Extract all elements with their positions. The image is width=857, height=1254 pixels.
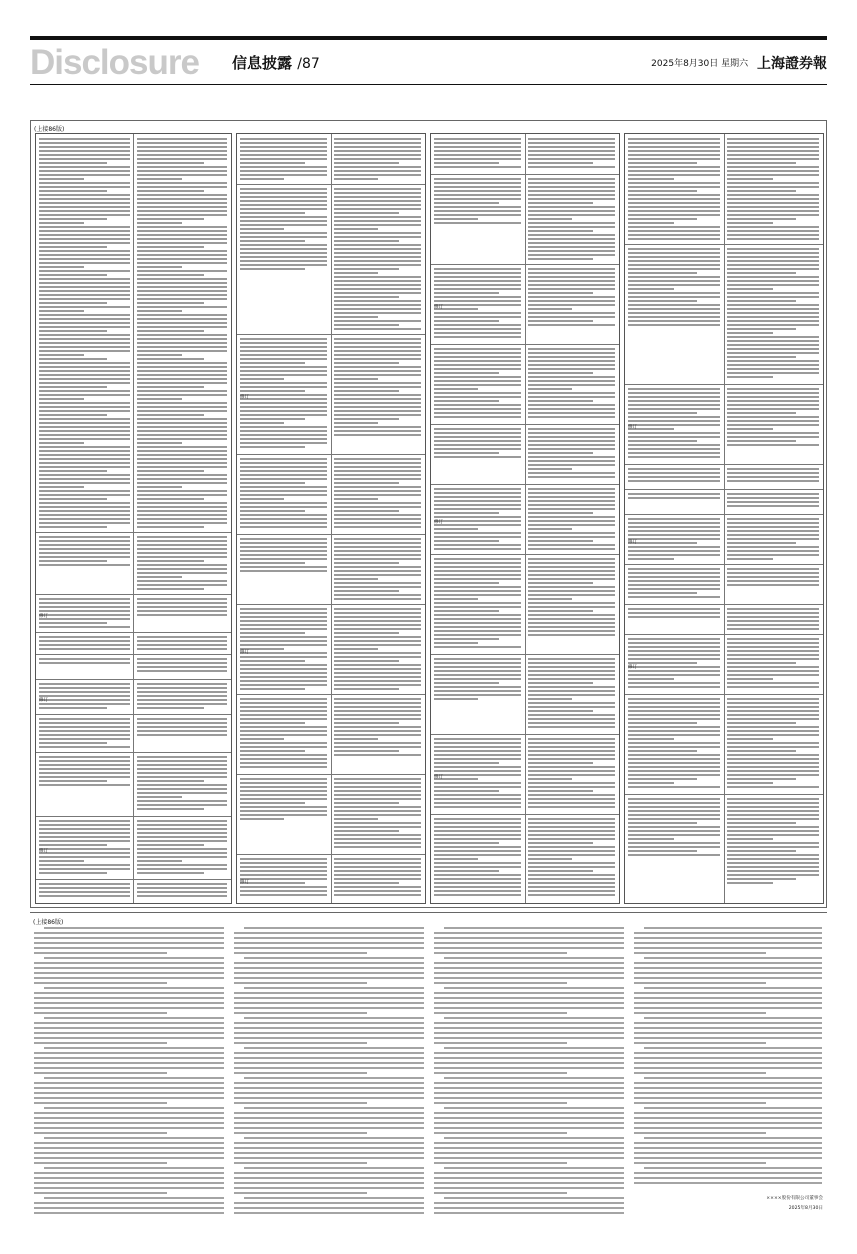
cell-label: 修订 [39,697,49,703]
revised-clause-text [137,756,228,814]
table-row-divider [431,734,619,735]
table-row-divider [237,334,425,335]
cell-label: 修订 [628,425,638,430]
original-clause-text [240,458,327,532]
revised-clause-text [334,338,421,452]
revision-table-1 [35,133,232,904]
table-column-divider [724,134,725,903]
original-clause-text [434,428,521,482]
cell-label: 修订 [39,848,49,854]
cell-label: 修订 [240,650,250,655]
original-clause-text [39,718,130,750]
original-clause-text [628,468,720,487]
revised-clause-text [137,598,228,630]
revised-clause-text [528,558,615,652]
revised-clause-text [528,488,615,552]
revision-table-2 [236,133,426,904]
table-row-divider [625,384,823,385]
original-clause-text [434,738,521,812]
table-row-divider [431,654,619,655]
original-clause-text [39,598,130,630]
cell-label: 修订 [240,879,250,885]
table-row-divider [36,714,231,715]
table-row-divider [625,514,823,515]
issue-date: 2025年8月30日 星期六 [651,59,749,69]
original-clause-text [434,178,521,262]
revised-clause-text [727,248,819,382]
original-clause-text [628,698,720,792]
table-row-divider [36,594,231,595]
continued-label: (上接86版) [34,126,65,133]
original-clause-text [240,138,327,182]
revised-clause-text [137,820,228,877]
table-row-divider [625,489,823,490]
original-clause-text [39,683,130,712]
original-clause-text [240,338,327,452]
revised-clause-text [137,658,228,677]
text-column-4 [634,927,822,1189]
original-clause-text [434,658,521,732]
revised-clause-text [137,683,228,712]
table-row-divider [431,264,619,265]
cell-label: 修订 [39,614,49,619]
table-row-divider [36,632,231,633]
revised-clause-text [727,568,819,602]
original-clause-text [39,138,130,530]
table-column-divider [133,134,134,903]
revised-clause-text [137,138,228,530]
cell-label: 修订 [628,665,638,670]
original-clause-text [240,608,327,692]
announcement-text-section [30,912,827,1223]
cell-label: 修订 [628,540,638,545]
table-row-divider [36,654,231,655]
revised-clause-text [334,188,421,332]
revision-table-4 [624,133,824,904]
original-clause-text [240,538,327,602]
table-row-divider [36,879,231,880]
revised-clause-text [334,698,421,772]
table-row-divider [625,564,823,565]
revised-clause-text [528,428,615,482]
revision-tables-section [30,120,827,908]
table-row-divider [625,794,823,795]
cell-label: 修订 [240,395,250,400]
table-row-divider [431,484,619,485]
revision-table-3 [430,133,620,904]
table-row-divider [625,604,823,605]
original-clause-text [39,820,130,877]
lower-continued-label: (上接86版) [33,919,64,926]
text-column-3 [434,927,624,1217]
table-row-divider [625,464,823,465]
revised-clause-text [528,818,615,901]
revised-clause-text [528,178,615,262]
table-row-divider [431,344,619,345]
masthead-top-rule [30,36,827,40]
table-row-divider [36,752,231,753]
original-clause-text [628,138,720,242]
revised-clause-text [727,798,819,901]
table-row-divider [431,424,619,425]
table-row-divider [237,534,425,535]
original-clause-text [628,248,720,382]
original-clause-text [628,798,720,901]
revised-clause-text [727,638,819,692]
revised-clause-text [334,458,421,532]
revised-clause-text [727,468,819,487]
text-column-2 [234,927,424,1217]
original-clause-text [434,558,521,652]
original-clause-text [628,608,720,632]
masthead-bottom-rule [30,84,827,85]
masthead [30,44,827,82]
original-clause-text [434,138,521,172]
revised-clause-text [727,608,819,632]
issue-meta [651,53,827,73]
revised-clause-text [137,636,228,652]
revised-clause-text [727,518,819,562]
revised-clause-text [727,698,819,792]
cell-label: 修订 [434,520,444,525]
table-column-divider [525,134,526,903]
original-clause-text [628,568,720,602]
original-clause-text [39,636,130,652]
signature-company: ××××股份有限公司董事会 [766,1196,823,1201]
table-row-divider [237,694,425,695]
revised-clause-text [137,536,228,592]
revised-clause-text [528,658,615,732]
revised-clause-text [334,608,421,692]
original-clause-text [240,858,327,901]
newspaper-name: 上海證券報 [757,56,827,72]
revised-clause-text [137,883,228,901]
section-title [232,52,320,73]
revised-clause-text [727,138,819,242]
original-clause-text [39,658,130,677]
table-row-divider [625,634,823,635]
revised-clause-text [528,348,615,422]
table-row-divider [625,244,823,245]
table-row-divider [237,604,425,605]
original-clause-text [434,348,521,422]
table-column-divider [331,134,332,903]
revised-clause-text [727,388,819,462]
revised-clause-text [528,138,615,172]
original-clause-text [434,268,521,342]
cell-label: 修订 [434,775,444,780]
original-clause-text [628,638,720,692]
original-clause-text [39,756,130,814]
revised-clause-text [727,493,819,512]
original-clause-text [39,883,130,901]
revised-clause-text [528,738,615,812]
table-row-divider [625,694,823,695]
revised-clause-text [334,538,421,602]
section-name: 信息披露 [232,54,293,72]
revised-clause-text [137,718,228,750]
original-clause-text [39,536,130,592]
masthead-brand: Disclosure [30,43,199,82]
revised-clause-text [334,858,421,901]
original-clause-text [628,518,720,562]
cell-label: 修订 [434,305,444,310]
table-row-divider [237,454,425,455]
signature-date: 2025年8月30日 [788,1206,823,1211]
table-row-divider [36,816,231,817]
table-row-divider [237,854,425,855]
table-row-divider [237,774,425,775]
original-clause-text [240,778,327,852]
table-row-divider [431,814,619,815]
text-column-1 [34,927,224,1217]
original-clause-text [434,488,521,552]
original-clause-text [240,698,327,772]
revised-clause-text [334,138,421,182]
original-clause-text [628,493,720,512]
table-row-divider [36,679,231,680]
table-row-divider [431,554,619,555]
original-clause-text [240,188,327,332]
table-row-divider [431,174,619,175]
page-number: /87 [297,56,320,72]
original-clause-text [434,818,521,901]
table-row-divider [237,184,425,185]
original-clause-text [628,388,720,462]
table-row-divider [36,532,231,533]
revised-clause-text [528,268,615,342]
revised-clause-text [334,778,421,852]
